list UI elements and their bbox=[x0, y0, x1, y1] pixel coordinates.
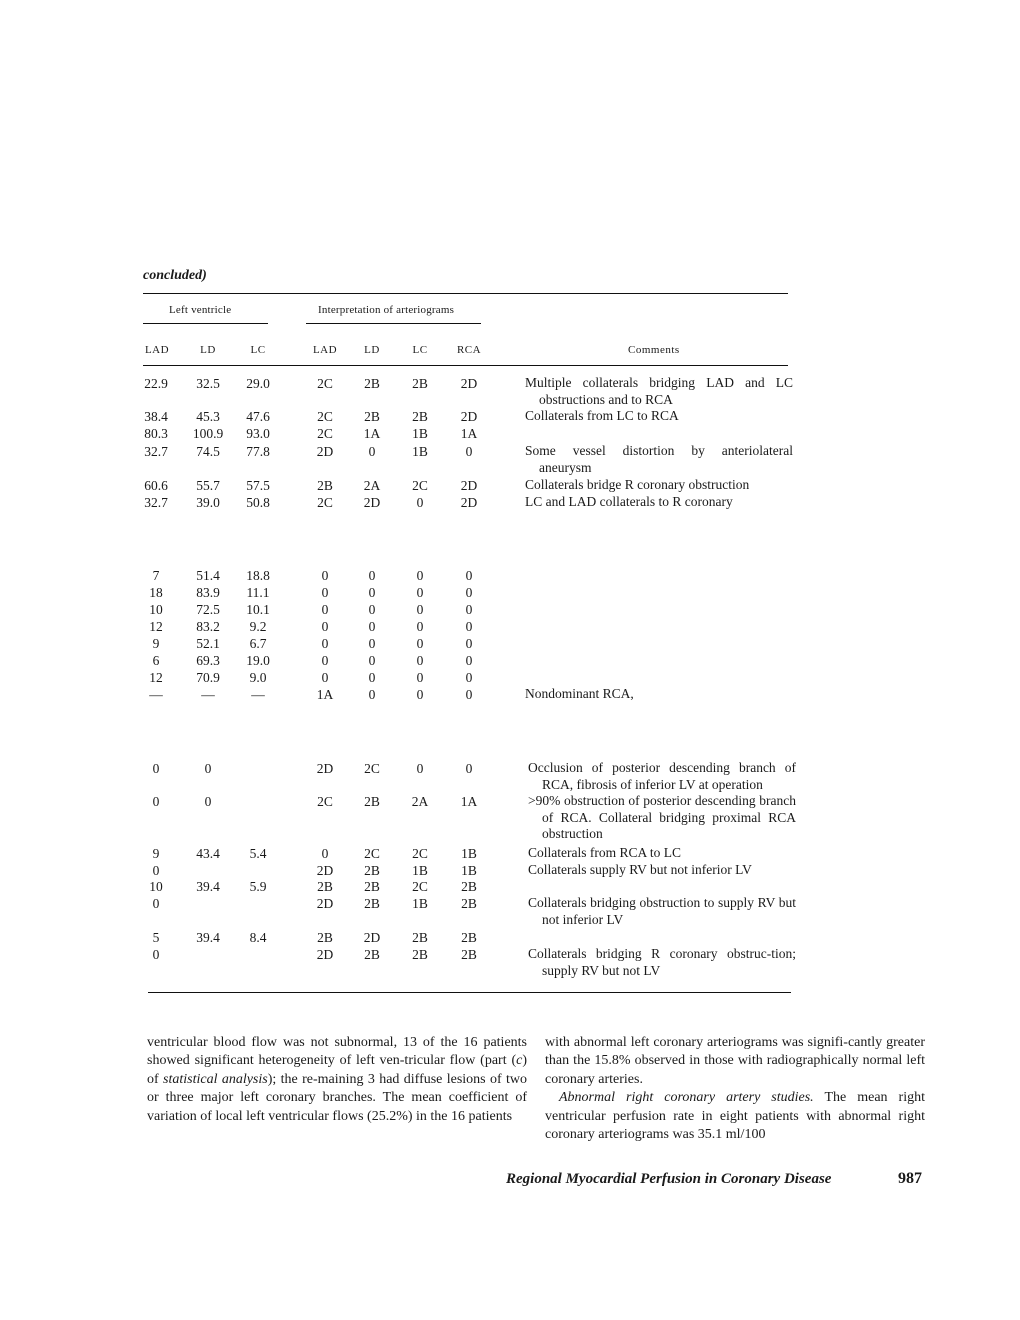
table-row bbox=[0, 878, 1020, 895]
cell-art-lad: 2B bbox=[317, 879, 333, 894]
cell-ld: 70.9 bbox=[196, 670, 220, 685]
cell-lc: 50.8 bbox=[246, 495, 270, 510]
cell-ld: — bbox=[201, 687, 215, 702]
header-bottom-rule bbox=[143, 365, 788, 366]
cell-rca: 0 bbox=[465, 687, 473, 702]
cell-art-ld: 2B bbox=[364, 896, 380, 911]
cell-rca: 2D bbox=[460, 376, 478, 391]
cell-lad: 7 bbox=[152, 568, 160, 583]
table-row bbox=[0, 895, 1020, 927]
body-right-text-b: The mean right ventricular perfusion rate in eight patients with abnormal right coronary arteriograms was 35.1 ml/100 bbox=[545, 1090, 925, 1143]
cell-lad: 9 bbox=[152, 636, 160, 651]
cell-art-lad: 0 bbox=[321, 636, 329, 651]
cell-comment: >90% obstruction of posterior descending branch of RCA. Collateral bridging proximal RCA obstruction bbox=[528, 793, 796, 841]
cell-art-lc: 0 bbox=[416, 687, 424, 702]
cell-rca: 2B bbox=[461, 930, 477, 945]
cell-rca: 2B bbox=[461, 947, 477, 962]
running-title: Regional Myocardial Perfusion in Coronary Disease bbox=[506, 1171, 832, 1187]
cell-rca: 1B bbox=[461, 863, 477, 878]
table-row bbox=[0, 408, 1020, 425]
body-column-right bbox=[545, 1034, 925, 1144]
cell-ld: 32.5 bbox=[196, 376, 220, 391]
cell-art-ld: 2B bbox=[364, 879, 380, 894]
table-row bbox=[0, 845, 1020, 862]
cell-rca: 0 bbox=[465, 761, 473, 776]
cell-art-ld: 0 bbox=[368, 602, 376, 617]
cell-ld: 39.4 bbox=[196, 879, 220, 894]
table-row bbox=[0, 443, 1020, 475]
cell-art-lad: 2D bbox=[316, 444, 334, 459]
cell-art-lad: 2C bbox=[317, 794, 333, 809]
body-right-text-a: with abnormal left coronary arteriograms was signifi-cantly greater than the 15.8% observed in those with radiographically normal left coronary arteries. bbox=[545, 1035, 925, 1087]
body-column-left bbox=[147, 1034, 527, 1126]
cell-rca: 1B bbox=[461, 846, 477, 861]
cell-art-ld: 0 bbox=[368, 585, 376, 600]
cell-lc: 93.0 bbox=[246, 426, 270, 441]
cell-art-lc: 1B bbox=[412, 426, 428, 441]
cell-art-lc: 2C bbox=[412, 879, 428, 894]
cell-art-ld: 2D bbox=[363, 495, 381, 510]
cell-lc: 8.4 bbox=[249, 930, 267, 945]
group-rule-interpretation bbox=[306, 323, 481, 324]
cell-lc: 9.2 bbox=[249, 619, 267, 634]
cell-art-lad: 2D bbox=[316, 761, 334, 776]
cell-rca: 2D bbox=[460, 478, 478, 493]
cell-art-ld: 0 bbox=[368, 687, 376, 702]
cell-art-ld: 2C bbox=[364, 846, 380, 861]
cell-art-lc: 2A bbox=[411, 794, 429, 809]
cell-lad: 10 bbox=[149, 879, 163, 894]
cell-art-lad: 0 bbox=[321, 653, 329, 668]
cell-art-lad: 0 bbox=[321, 585, 329, 600]
cell-art-lad: 0 bbox=[321, 670, 329, 685]
col-header-comments: Comments bbox=[628, 344, 680, 356]
cell-lc: 5.4 bbox=[249, 846, 267, 861]
cell-art-ld: 2A bbox=[363, 478, 381, 493]
cell-lad: 0 bbox=[152, 794, 160, 809]
cell-art-lc: 0 bbox=[416, 636, 424, 651]
cell-ld: 39.0 bbox=[196, 495, 220, 510]
cell-rca: 0 bbox=[465, 619, 473, 634]
table-row bbox=[0, 477, 1020, 494]
cell-art-lad: 2C bbox=[317, 376, 333, 391]
cell-lad: 60.6 bbox=[144, 478, 168, 493]
cell-comment: Collaterals from LC to RCA bbox=[525, 408, 679, 423]
cell-art-ld: 2C bbox=[364, 761, 380, 776]
cell-art-lad: 0 bbox=[321, 619, 329, 634]
cell-art-ld: 2D bbox=[363, 930, 381, 945]
cell-rca: 1A bbox=[460, 426, 478, 441]
cell-ld: 72.5 bbox=[196, 602, 220, 617]
group-header-interpretation: Interpretation of arteriograms bbox=[318, 304, 455, 316]
cell-lc: 19.0 bbox=[246, 653, 270, 668]
page-number: 987 bbox=[898, 1170, 922, 1187]
cell-art-lc: 1B bbox=[412, 896, 428, 911]
cell-comment: Collaterals from RCA to LC bbox=[528, 845, 681, 860]
col-header-lc: LC bbox=[250, 344, 266, 356]
cell-lc: 5.9 bbox=[249, 879, 267, 894]
cell-art-lc: 1B bbox=[412, 444, 428, 459]
cell-lad: 0 bbox=[152, 761, 160, 776]
cell-lad: 9 bbox=[152, 846, 160, 861]
cell-rca: 0 bbox=[465, 568, 473, 583]
cell-art-ld: 0 bbox=[368, 670, 376, 685]
cell-lc: 9.0 bbox=[249, 670, 267, 685]
cell-rca: 0 bbox=[465, 444, 473, 459]
cell-art-ld: 0 bbox=[368, 444, 376, 459]
cell-lad: 32.7 bbox=[144, 444, 168, 459]
cell-lc: 47.6 bbox=[246, 409, 270, 424]
cell-ld: 39.4 bbox=[196, 930, 220, 945]
cell-lad: 38.4 bbox=[144, 409, 168, 424]
cell-comment: Nondominant RCA, bbox=[525, 686, 634, 701]
table-row bbox=[0, 946, 1020, 978]
cell-rca: 1A bbox=[460, 794, 478, 809]
cell-ld: 83.9 bbox=[196, 585, 220, 600]
body-left-text-b: ) of bbox=[147, 1053, 527, 1087]
cell-lad: 5 bbox=[152, 930, 160, 945]
cell-art-ld: 0 bbox=[368, 636, 376, 651]
cell-art-lad: 0 bbox=[321, 568, 329, 583]
cell-lc: 77.8 bbox=[246, 444, 270, 459]
cell-rca: 2D bbox=[460, 495, 478, 510]
cell-lc: — bbox=[251, 687, 265, 702]
cell-art-lc: 0 bbox=[416, 670, 424, 685]
cell-lad: 12 bbox=[149, 670, 163, 685]
cell-ld: 45.3 bbox=[196, 409, 220, 424]
cell-art-lad: 2C bbox=[317, 426, 333, 441]
table-row bbox=[0, 618, 1020, 635]
cell-ld: 83.2 bbox=[196, 619, 220, 634]
table-row bbox=[0, 669, 1020, 686]
cell-lad: 10 bbox=[149, 602, 163, 617]
cell-art-ld: 1A bbox=[363, 426, 381, 441]
table-row bbox=[0, 375, 1020, 407]
cell-ld: 69.3 bbox=[196, 653, 220, 668]
cell-art-lc: 2C bbox=[412, 846, 428, 861]
body-left-statistical-analysis: statistical analysis bbox=[163, 1071, 268, 1087]
body-left-part-letter: c bbox=[516, 1053, 523, 1069]
table-bottom-rule bbox=[148, 992, 791, 993]
table-row bbox=[0, 929, 1020, 946]
cell-art-lc: 0 bbox=[416, 619, 424, 634]
cell-ld: 51.4 bbox=[196, 568, 220, 583]
cell-art-lc: 2B bbox=[412, 947, 428, 962]
cell-ld: 0 bbox=[204, 794, 212, 809]
cell-lc: 18.8 bbox=[246, 568, 270, 583]
col-header-lad: LAD bbox=[144, 344, 170, 356]
cell-art-lc: 0 bbox=[416, 585, 424, 600]
cell-art-lc: 0 bbox=[416, 761, 424, 776]
col-header-art-lad: LAD bbox=[312, 344, 338, 356]
cell-comment: Multiple collaterals bridging LAD and LC obstructions and to RCA bbox=[525, 375, 793, 407]
cell-ld: 55.7 bbox=[196, 478, 220, 493]
cell-art-lc: 2B bbox=[412, 930, 428, 945]
cell-art-ld: 2B bbox=[364, 794, 380, 809]
cell-art-ld: 0 bbox=[368, 653, 376, 668]
table-row bbox=[0, 652, 1020, 669]
cell-art-ld: 2B bbox=[364, 376, 380, 391]
cell-art-ld: 2B bbox=[364, 947, 380, 962]
cell-lad: — bbox=[149, 687, 163, 702]
cell-ld: 74.5 bbox=[196, 444, 220, 459]
cell-lad: 6 bbox=[152, 653, 160, 668]
table-row bbox=[0, 494, 1020, 511]
cell-lad: 18 bbox=[149, 585, 163, 600]
table-row bbox=[0, 686, 1020, 703]
cell-art-lc: 2C bbox=[412, 478, 428, 493]
table-row bbox=[0, 567, 1020, 584]
table-row bbox=[0, 425, 1020, 442]
cell-art-lc: 0 bbox=[416, 495, 424, 510]
table-row bbox=[0, 635, 1020, 652]
cell-comment: LC and LAD collaterals to R coronary bbox=[525, 494, 733, 509]
cell-lc: 57.5 bbox=[246, 478, 270, 493]
cell-ld: 43.4 bbox=[196, 846, 220, 861]
cell-lad: 80.3 bbox=[144, 426, 168, 441]
cell-lad: 0 bbox=[152, 896, 160, 911]
body-right-heading: Abnormal right coronary artery studies. bbox=[559, 1090, 814, 1106]
cell-art-ld: 2B bbox=[364, 409, 380, 424]
cell-rca: 0 bbox=[465, 636, 473, 651]
cell-rca: 2B bbox=[461, 896, 477, 911]
cell-rca: 0 bbox=[465, 602, 473, 617]
cell-lc: 6.7 bbox=[249, 636, 267, 651]
cell-lc: 11.1 bbox=[246, 585, 270, 600]
cell-ld: 100.9 bbox=[192, 426, 224, 441]
cell-lad: 32.7 bbox=[144, 495, 168, 510]
cell-art-lc: 0 bbox=[416, 653, 424, 668]
continuation-label: concluded) bbox=[143, 268, 207, 283]
cell-art-ld: 0 bbox=[368, 619, 376, 634]
cell-art-lc: 0 bbox=[416, 568, 424, 583]
body-left-text-a: ventricular blood flow was not subnormal, 13 of the 16 patients showed significant heterogeneity of left ven-tricular flow (part ( bbox=[147, 1035, 527, 1069]
cell-ld: 0 bbox=[204, 761, 212, 776]
cell-art-ld: 2B bbox=[364, 863, 380, 878]
cell-rca: 0 bbox=[465, 670, 473, 685]
cell-lad: 0 bbox=[152, 947, 160, 962]
cell-art-lc: 1B bbox=[412, 863, 428, 878]
cell-art-lc: 0 bbox=[416, 602, 424, 617]
cell-art-lad: 1A bbox=[316, 687, 334, 702]
cell-lc: 10.1 bbox=[246, 602, 270, 617]
cell-rca: 0 bbox=[465, 585, 473, 600]
cell-art-lad: 0 bbox=[321, 602, 329, 617]
cell-ld: 52.1 bbox=[196, 636, 220, 651]
cell-lad: 22.9 bbox=[144, 376, 168, 391]
cell-art-lad: 2C bbox=[317, 409, 333, 424]
table-row bbox=[0, 793, 1020, 841]
cell-rca: 2D bbox=[460, 409, 478, 424]
cell-art-lad: 2B bbox=[317, 930, 333, 945]
cell-art-lc: 2B bbox=[412, 409, 428, 424]
cell-art-lad: 2C bbox=[317, 495, 333, 510]
cell-comment: Collaterals bridging R coronary obstruc-tion; supply RV but not LV bbox=[528, 946, 796, 978]
cell-comment: Collaterals supply RV but not inferior LV bbox=[528, 862, 752, 877]
cell-art-lc: 2B bbox=[412, 376, 428, 391]
table-row bbox=[0, 584, 1020, 601]
table-row bbox=[0, 760, 1020, 792]
cell-rca: 0 bbox=[465, 653, 473, 668]
cell-lad: 0 bbox=[152, 863, 160, 878]
table-row bbox=[0, 862, 1020, 879]
cell-art-lad: 2B bbox=[317, 478, 333, 493]
col-header-art-lc: LC bbox=[412, 344, 428, 356]
group-header-left-ventricle: Left ventricle bbox=[169, 304, 232, 316]
col-header-ld: LD bbox=[200, 344, 216, 356]
cell-comment: Occlusion of posterior descending branch of RCA, fibrosis of inferior LV at operation bbox=[528, 760, 796, 792]
cell-comment: Collaterals bridging obstruction to supply RV but not inferior LV bbox=[528, 895, 796, 927]
cell-art-lad: 2D bbox=[316, 863, 334, 878]
table-top-rule bbox=[143, 293, 788, 294]
col-header-rca: RCA bbox=[456, 344, 482, 356]
table-row bbox=[0, 601, 1020, 618]
cell-lad: 12 bbox=[149, 619, 163, 634]
col-header-art-ld: LD bbox=[364, 344, 380, 356]
cell-comment: Some vessel distortion by anteriolateral aneurysm bbox=[525, 443, 793, 475]
cell-lc: 29.0 bbox=[246, 376, 270, 391]
cell-art-lad: 2D bbox=[316, 896, 334, 911]
cell-comment: Collaterals bridge R coronary obstruction bbox=[525, 477, 750, 492]
cell-art-lad: 2D bbox=[316, 947, 334, 962]
cell-art-ld: 0 bbox=[368, 568, 376, 583]
group-rule-left-ventricle bbox=[143, 323, 268, 324]
body-left-text-d: ); the re-maining 3 had diffuse lesions of two or three major left coronary branches. The mean coefficient of variation of local left ventricular flows (25.2%) in the 16 patients bbox=[147, 1071, 527, 1124]
cell-art-lad: 0 bbox=[321, 846, 329, 861]
cell-rca: 2B bbox=[461, 879, 477, 894]
